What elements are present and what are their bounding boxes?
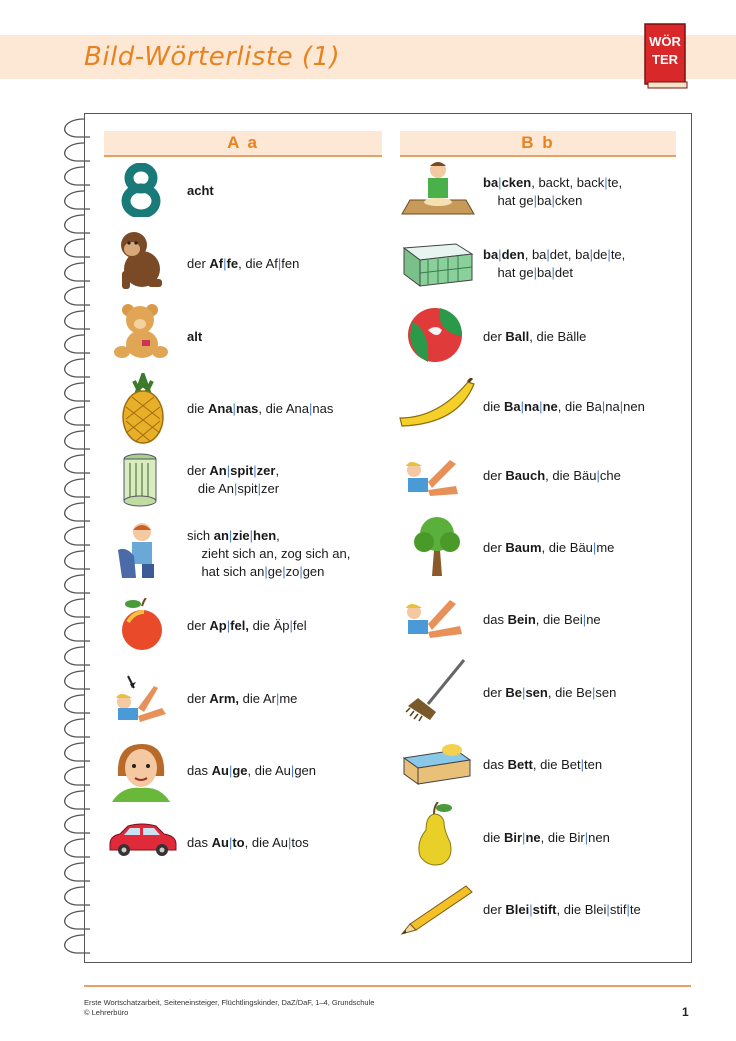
broom-icon — [404, 658, 468, 722]
page-number: 1 — [682, 1005, 689, 1019]
number-eight-icon — [118, 163, 164, 217]
entry-banane: die Ba|na|ne, die Ba|na|nen — [483, 399, 645, 414]
teddy-bear-icon — [112, 302, 170, 362]
entry-backen: ba|cken, backt, back|te, hat ge|ba|cken — [483, 175, 623, 208]
entry-bleistift: der Blei|stift, die Blei|stif|te — [483, 902, 641, 917]
entry-ball: der Ball, die Bälle — [483, 329, 587, 344]
entry-anziehen: sich an|zie|hen, zieht sich an, zog sich an, hat sich an|ge|zo|gen — [187, 528, 351, 579]
entry-baum: der Baum, die Bäu|me — [483, 540, 615, 555]
entry-affe: der Af|fe, die Af|fen — [187, 256, 300, 271]
entry-auto: das Au|to, die Au|tos — [187, 835, 309, 850]
bathtub-icon — [400, 234, 476, 288]
entry-bein: das Bein, die Bei|ne — [483, 612, 601, 627]
belly-child-icon — [402, 448, 470, 502]
ball-icon — [406, 306, 464, 364]
page-title: Bild-Wörterliste (1) — [84, 42, 341, 72]
girl-eye-icon — [112, 738, 170, 802]
arm-child-icon — [110, 668, 174, 728]
pineapple-icon — [116, 373, 170, 445]
entry-ananas: die Ana|nas, die Ana|nas — [187, 401, 334, 416]
entry-auge: das Au|ge, die Au|gen — [187, 763, 317, 778]
entry-besen: der Be|sen, die Be|sen — [483, 685, 617, 700]
book-label-1: WÖR — [649, 34, 681, 49]
footer-credits — [84, 998, 374, 1018]
footer-line-2: © Lehrerbüro — [84, 1008, 129, 1017]
footer-divider — [84, 985, 691, 987]
column-header-b: B b — [400, 131, 676, 157]
entry-bett: das Bett, die Bet|ten — [483, 757, 603, 772]
bed-icon — [400, 736, 472, 788]
banana-icon — [398, 378, 476, 428]
book-label-2: TER — [652, 52, 678, 67]
spiral-binding-icon — [54, 113, 94, 963]
pear-icon — [414, 802, 456, 868]
leg-child-icon — [402, 590, 470, 646]
entry-alt: alt — [187, 329, 203, 344]
child-dressing-icon — [114, 520, 166, 580]
entry-bauch: der Bauch, die Bäu|che — [483, 468, 621, 483]
tree-icon — [412, 514, 462, 578]
pencil-sharpener-icon — [120, 451, 160, 507]
apple-icon — [118, 598, 166, 652]
column-header-a: A a — [104, 131, 382, 157]
entry-anspitzer: der An|spit|zer, die An|spit|zer — [187, 463, 280, 496]
pencil-icon — [398, 882, 474, 936]
footer-line-1: Erste Wortschatzarbeit, Seiteneinsteiger, Flüchtlingskinder, DaZ/DaF, 1–4, Grundschule — [84, 998, 375, 1007]
entry-acht: acht — [187, 183, 214, 198]
entry-apfel: der Ap|fel, die Äp|fel — [187, 618, 307, 633]
baking-icon — [400, 158, 476, 216]
car-icon — [106, 822, 178, 858]
entry-birne: die Bir|ne, die Bir|nen — [483, 830, 610, 845]
entry-baden: ba|den, ba|det, ba|de|te, hat ge|ba|det — [483, 247, 626, 280]
woerter-book-icon — [643, 22, 689, 90]
monkey-icon — [112, 227, 168, 293]
entry-arm: der Arm, die Ar|me — [187, 691, 298, 706]
